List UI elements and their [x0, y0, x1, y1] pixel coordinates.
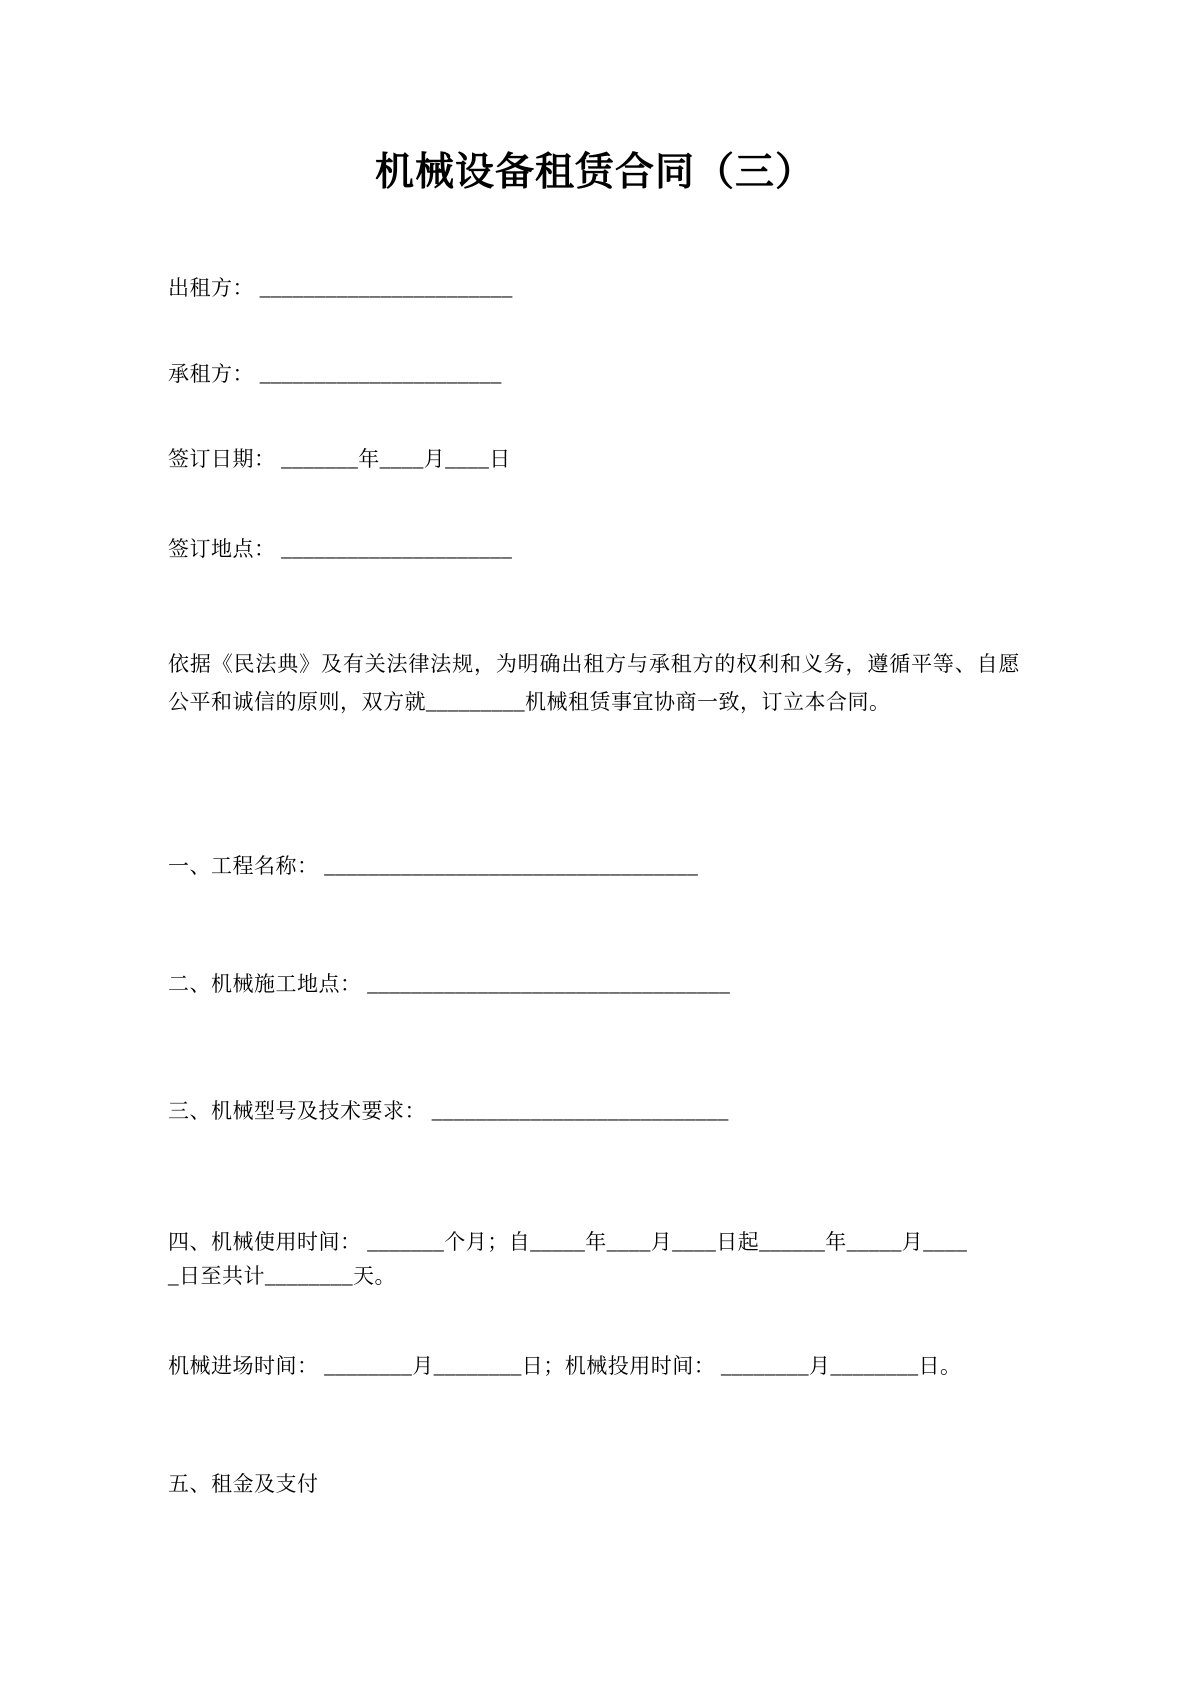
field-sign-date: 签订日期： _______年____月____日: [168, 446, 511, 471]
clause-entry-time: 机械进场时间： ________月________日；机械投用时间： ________月________日。: [168, 1353, 962, 1378]
clause-usage-period-line2: _日至共计________天。: [168, 1263, 396, 1288]
clause-machine-model: 三、机械型号及技术要求： ___________________________: [168, 1098, 729, 1123]
field-sign-place: 签订地点： _____________________: [168, 536, 513, 561]
clause-rent-payment: 五、租金及支付: [168, 1471, 319, 1496]
clause-usage-period-line1: 四、机械使用时间： _______个月；自_____年____月____日起______年_____月____: [168, 1229, 968, 1254]
document-title: 机械设备租赁合同（三）: [374, 151, 815, 194]
preamble-paragraph: 依据《民法典》及有关法律法规，为明确出租方与承租方的权利和义务，遵循平等、自愿公平和诚信的原则，双方就_________机械租赁事宜协商一致，订立本合同。: [168, 651, 1020, 714]
clause-construction-site: 二、机械施工地点： _________________________________: [168, 971, 731, 996]
field-lessor: 出租方： _______________________: [168, 275, 513, 300]
clause-project-name: 一、工程名称： __________________________________: [168, 853, 699, 878]
clause-usage-period: [168, 1225, 1022, 1293]
field-lessee: 承租方： ______________________: [168, 361, 502, 386]
